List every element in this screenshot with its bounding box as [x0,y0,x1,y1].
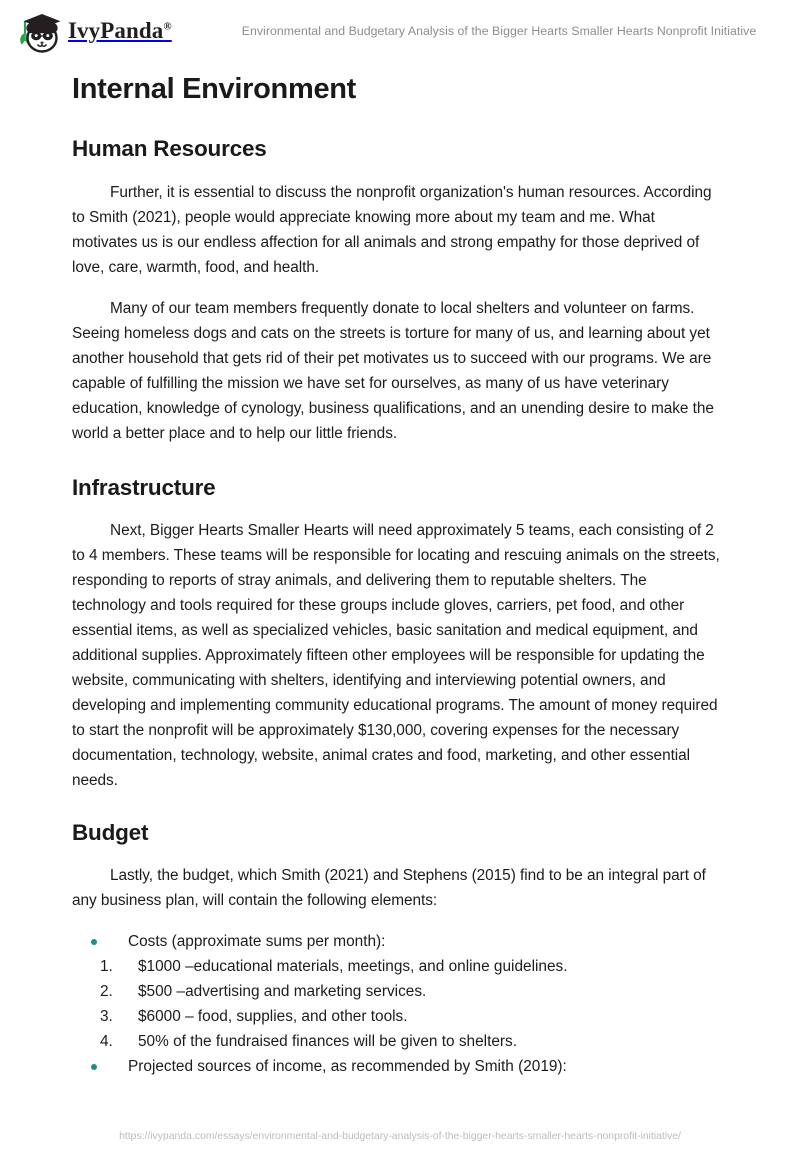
list-item-label: $500 –advertising and marketing services. [138,982,427,1000]
paragraph-hr-2: Many of our team members frequently donate to local shelters and volunteer on farms. Seeing homeless dogs and cats on the streets is torture for many of us, and learning about yet another household that gets rid of their pet motivates us to succeed with our programs. We are capable of fulfilling the mission we have set for ourselves, as many of us have veterinary education, knowledge of cynology, business qualifications, and an unending desire to make the world a better place and to help our little friends. [72,299,714,442]
list-item-label: Projected sources of income, as recommended by Smith (2019): [128,1057,567,1075]
budget-cost-numbered-list [72,954,724,1054]
page-title: Internal Environment [72,73,357,105]
paragraph-hr-1: Further, it is essential to discuss the nonprofit organization's human resources. According to Smith (2021), people would appreciate knowing more about my team and me. What motivates us is our endless affection for all animals and strong empathy for those deprived of love, care, warmth, food, and health. [72,183,712,276]
panda-graduate-icon [12,8,64,54]
bullet-dot-icon [91,1064,97,1070]
table-row [72,979,724,1004]
section-heading-budget: Budget [72,819,149,845]
section-heading-infrastructure: Infrastructure [72,474,216,500]
table-row [72,1029,724,1054]
list-item-label: Costs (approximate sums per month): [128,932,386,950]
page-header [0,0,800,62]
list-item [72,1054,724,1079]
section-heading-human-resources: Human Resources [72,136,267,162]
list-number: 3. [100,1007,113,1025]
table-row [72,1004,724,1029]
list-number: 1. [100,957,113,975]
list-item-label: $6000 – food, supplies, and other tools. [138,1007,408,1025]
document-header-title: Environmental and Budgetary Analysis of the Bigger Hearts Smaller Hearts Nonprofit Initiative [241,24,757,38]
list-item-label: 50% of the fundraised finances will be given to shelters. [138,1032,518,1050]
registered-trademark-icon: ® [163,20,172,33]
paragraph-infrastructure-1: Next, Bigger Hearts Smaller Hearts will need approximately 5 teams, each consisting of 2 to 4 members. These teams will be responsible for locating and rescuing animals on the streets, responding to reports of stray animals, and delivering them to reputable shelters. The technology and tools required for these groups include gloves, carriers, pet food, and other essential items, as well as specialized vehicles, basic sanitation and medical equipment, and additional supplies. Approximately fifteen other employees will be responsible for updating the website, communicating with shelters, identifying and interviewing potential owners, and developing and implementing community educational programs. The amount of money required to start the nonprofit will be approximately $130,000, covering expenses for the necessary documentation, technology, website, animal crates and food, marketing, and other essential needs. [72,521,720,789]
budget-bullet-list [72,929,724,954]
ivypanda-logo-link[interactable] [12,8,212,54]
list-number: 4. [100,1032,113,1050]
bullet-dot-icon [91,939,97,945]
document-content [72,62,724,1079]
list-number: 2. [100,982,113,1000]
list-item-label: $1000 –educational materials, meetings, and online guidelines. [138,957,568,975]
footer-url[interactable]: https://ivypanda.com/essays/environmental-and-budgetary-analysis-of-the-bigger-hearts-smaller-hearts-nonprofit-initiative/ [119,1130,681,1142]
list-item [72,929,724,954]
table-row [72,954,724,979]
paragraph-budget-1: Lastly, the budget, which Smith (2021) and Stephens (2015) find to be an integral part of any business plan, will contain the following elements: [72,866,706,909]
brand-name: IvyPanda® [68,18,172,43]
budget-bullet-list-2 [72,1054,724,1079]
